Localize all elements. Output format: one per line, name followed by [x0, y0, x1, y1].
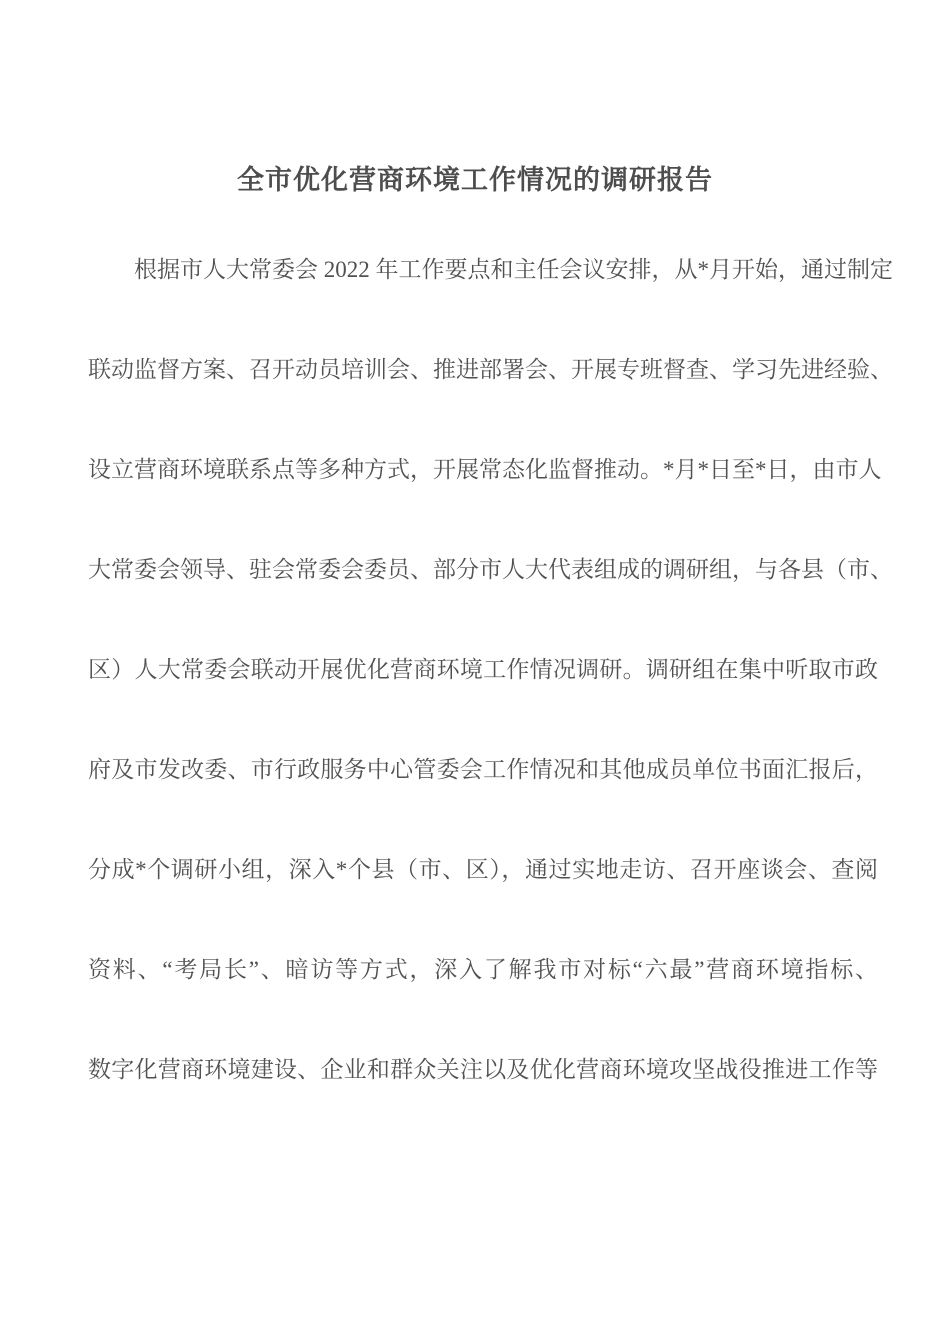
document-title: 全市优化营商环境工作情况的调研报告 — [237, 165, 713, 195]
paragraph-line: 数字化营商环境建设、企业和群众关注以及优化营商环境攻坚战役推进工作等 — [88, 1057, 878, 1082]
paragraph-line: 分成*个调研小组，深入*个县（市、区），通过实地走访、召开座谈会、查阅 — [88, 857, 878, 882]
paragraph-line: 府及市发改委、市行政服务中心管委会工作情况和其他成员单位书面汇报后， — [88, 757, 878, 782]
paragraph-line: 区）人大常委会联动开展优化营商环境工作情况调研。调研组在集中听取市政 — [88, 657, 878, 682]
paragraph-line: 资料、“考局长”、暗访等方式，深入了解我市对标“六最”营商环境指标、 — [88, 957, 878, 982]
paragraph-line: 联动监督方案、召开动员培训会、推进部署会、开展专班督查、学习先进经验、 — [88, 357, 893, 382]
document-body — [88, 220, 893, 1120]
paragraph-line: 大常委会领导、驻会常委会委员、部分市人大代表组成的调研组，与各县（市、 — [88, 557, 893, 582]
paragraph-line: 根据市人大常委会 2022 年工作要点和主任会议安排，从*月开始，通过制定 — [134, 257, 893, 282]
paragraph-line: 设立营商环境联系点等多种方式，开展常态化监督推动。*月*日至*日，由市人 — [88, 457, 882, 482]
